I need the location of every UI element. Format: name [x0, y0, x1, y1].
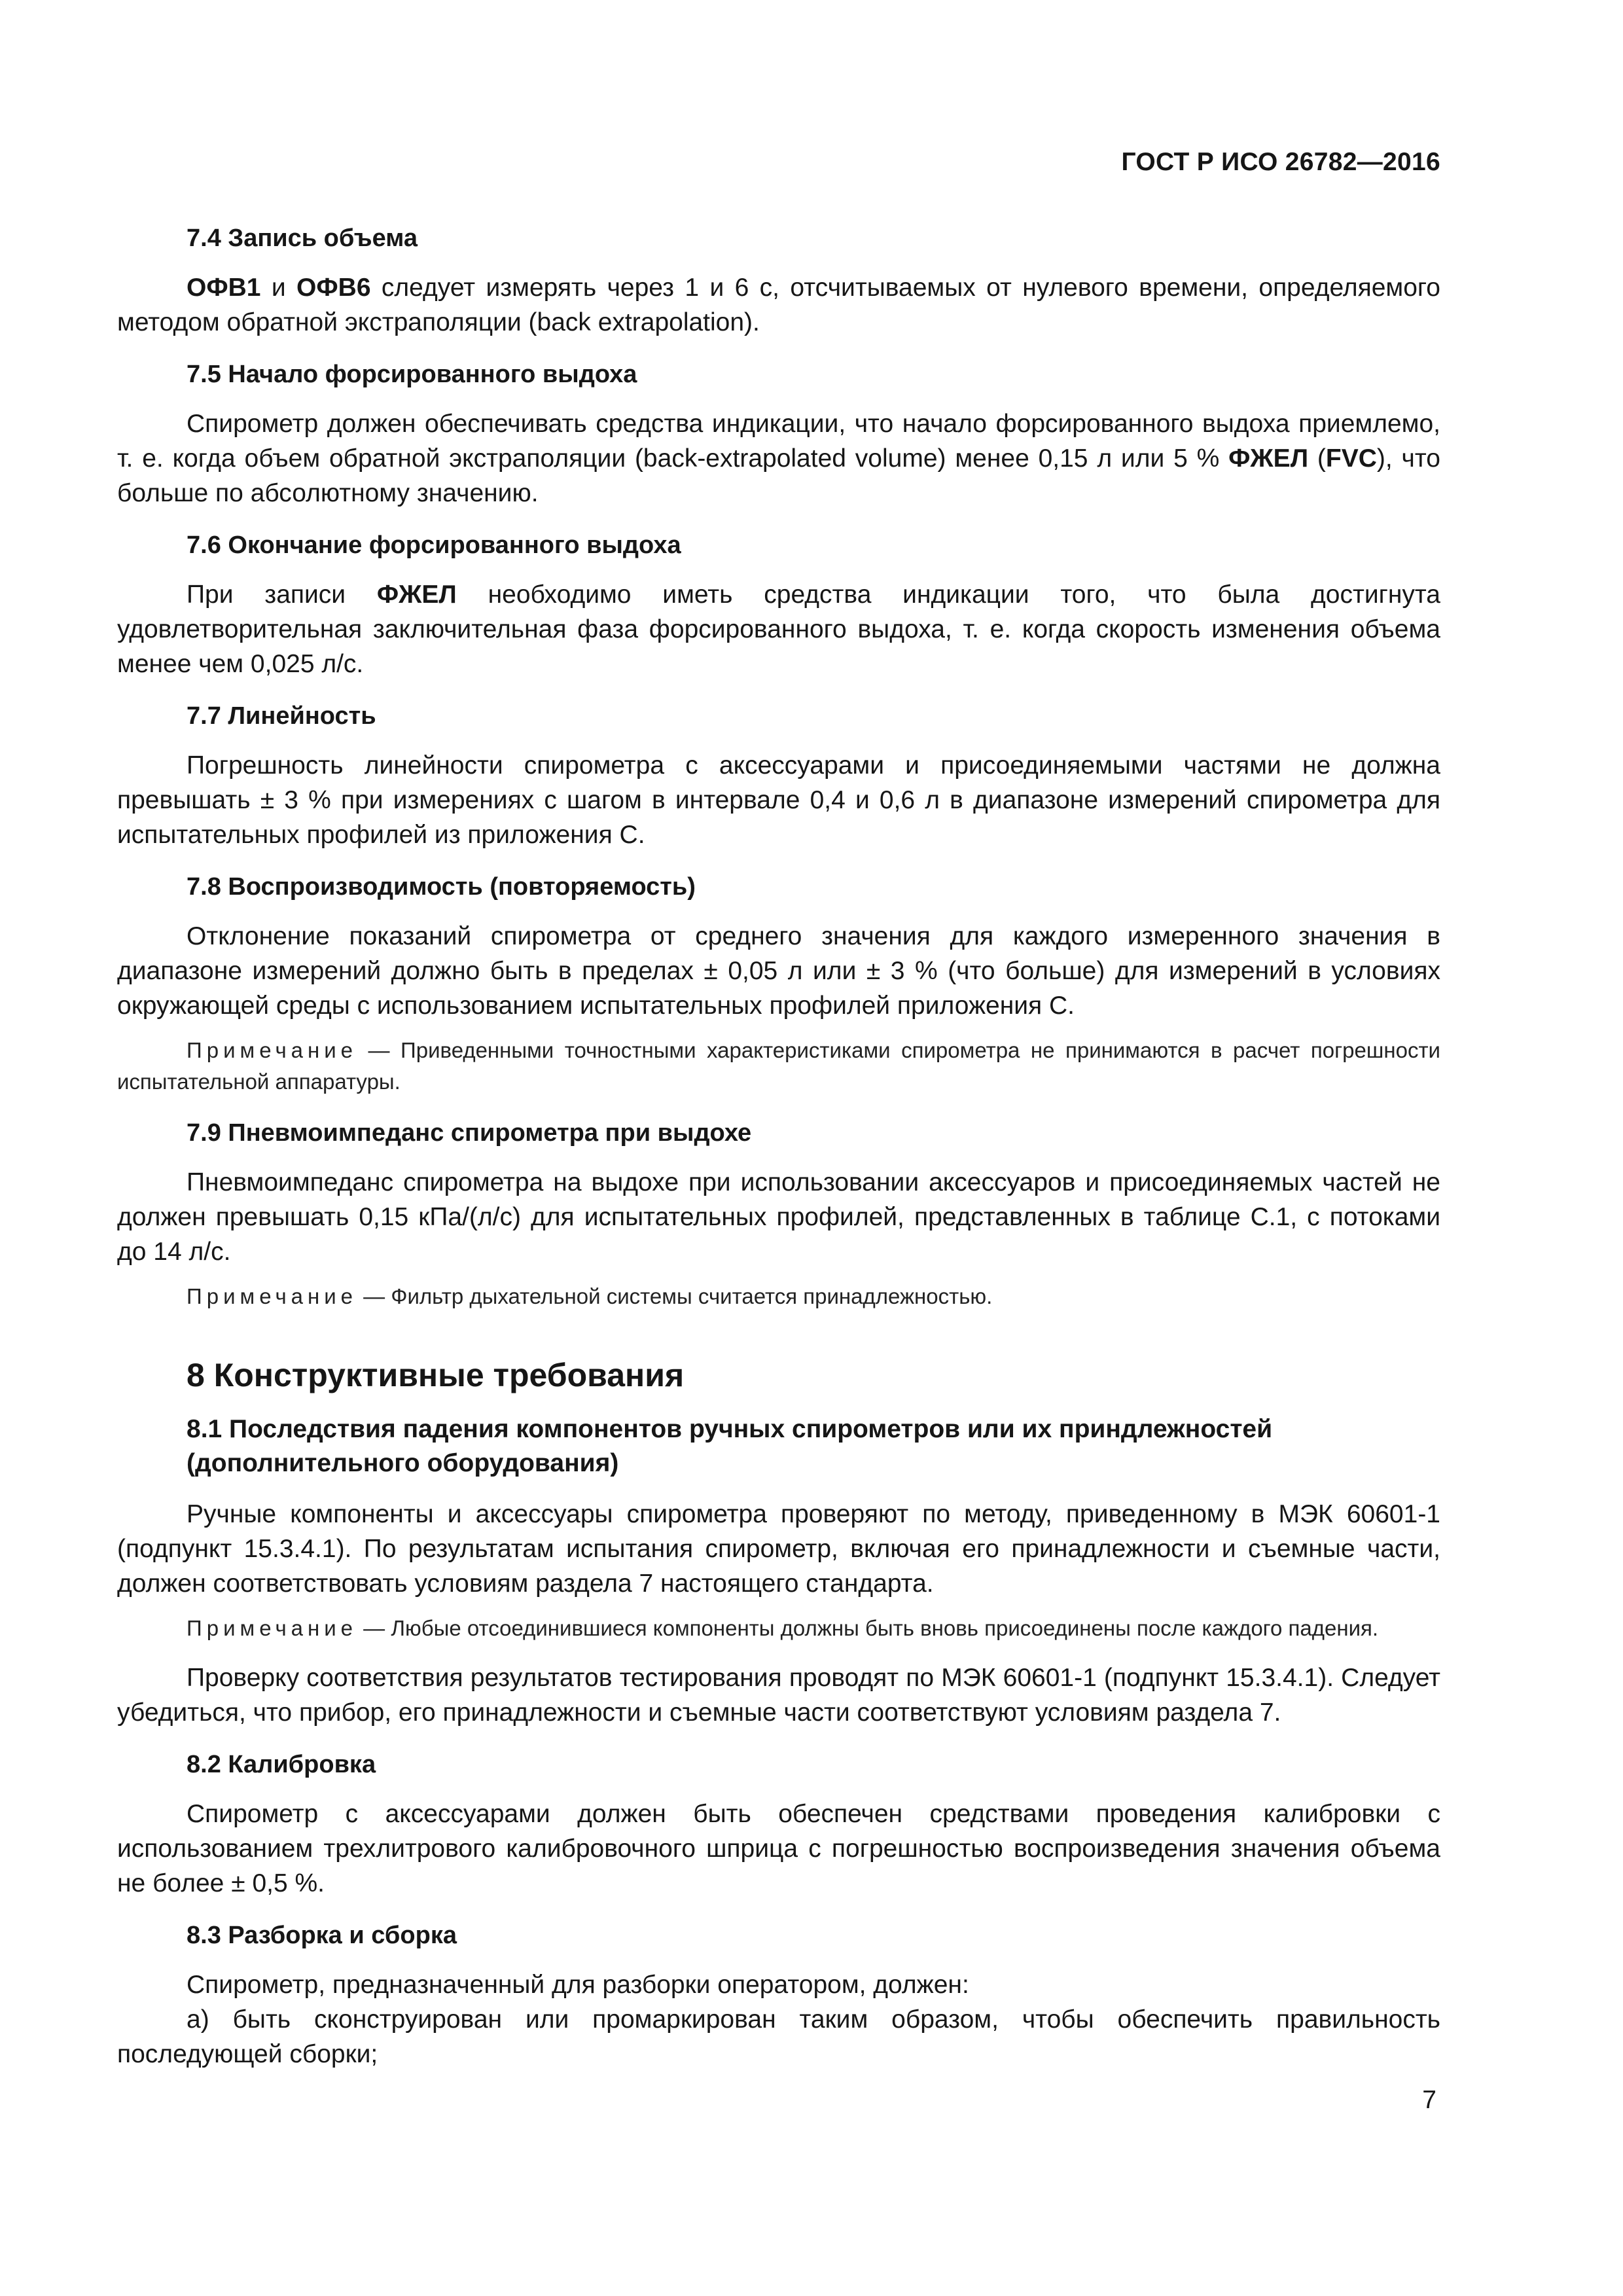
section-7-4-title: 7.4 Запись объема: [187, 224, 418, 252]
text-run: При записи: [187, 581, 377, 609]
section-8-1-note: [117, 1613, 1440, 1644]
section-8-1-title: 8.1 Последствия падения компонентов ручных спирометров или их приндлежностей (дополнительного оборудования): [187, 1415, 1273, 1477]
note-label: Примечание: [187, 1616, 358, 1640]
document-body: [117, 223, 1440, 2072]
section-7-5-title: 7.5 Начало форсированного выдоха: [187, 361, 637, 388]
term-fev1: ОФВ1: [187, 274, 261, 302]
section-8-2-paragraph: Спирометр с аксессуарами должен быть обеспечен средствами проведения калибровки с использованием трехлитрового калибровочного шприца с погрешностью воспроизведения значения объема не более ± 0,5 %.: [117, 1800, 1440, 1897]
section-7-8-paragraph: Отклонение показаний спирометра от среднего значения для каждого измеренного значения в диапазоне измерений должно быть в пределах ± 0,05 л или ± 3 % (что больше) для измерений в условиях окружающей среды с использованием испытательных профилей приложения С.: [117, 922, 1440, 1020]
term-fev6: ОФВ6: [296, 274, 371, 302]
text-run: ), что больше по абсолютному значению.: [117, 444, 1440, 507]
section-7-6-paragraph: [117, 577, 1440, 681]
section-7-9-note: [117, 1281, 1440, 1312]
section-8-3-item-a: а) быть сконструирован или промаркирован таким образом, чтобы обеспечить правильность последующей сборки;: [117, 2005, 1440, 2068]
section-7-9-paragraph: Пневмоимпеданс спирометра на выдохе при использовании аксессуаров и присоединяемых частей не должен превышать 0,15 кПа/(л/с) для испытательных профилей, представленных в таблице С.1, с потоками до 14 л/с.: [117, 1168, 1440, 1266]
term-fvc-ru: ФЖЕЛ: [1228, 444, 1309, 473]
note-text: — Фильтр дыхательной системы считается принадлежностью.: [357, 1284, 993, 1308]
section-8-1-paragraph-2: Проверку соответствия результатов тестирования проводят по МЭК 60601-1 (подпункт 15.3.4.1). Следует убедиться, что прибор, его принадлежности и съемные части соответствуют условиям раздела 7.: [117, 1664, 1440, 1727]
note-text: — Любые отсоединившиеся компоненты должны быть вновь присоединены после каждого падения.: [357, 1616, 1379, 1640]
note-label: Примечание: [187, 1038, 358, 1062]
section-8-2-title: 8.2 Калибровка: [187, 1751, 376, 1778]
section-7-6-title: 7.6 Окончание форсированного выдоха: [187, 531, 681, 559]
text-run: (: [1308, 444, 1326, 473]
section-8-3-paragraph: Спирометр, предназначенный для разборки оператором, должен:: [187, 1971, 969, 1999]
term-fvc-ru: ФЖЕЛ: [376, 581, 457, 609]
section-7-7-paragraph: Погрешность линейности спирометра с аксессуарами и присоединяемыми частями не должна превышать ± 3 % при измерениях с шагом в интервале 0,4 и 0,6 л в диапазоне измерений спирометра для испытательных профилей из приложения С.: [117, 751, 1440, 849]
section-8-title: 8 Конструктивные требования: [187, 1357, 685, 1393]
section-7-4-paragraph: [117, 270, 1440, 340]
page-number: 7: [1422, 2086, 1436, 2114]
section-7-7-title: 7.7 Линейность: [187, 702, 376, 730]
note-label: Примечание: [187, 1284, 358, 1308]
section-7-8-note: [117, 1035, 1440, 1098]
section-8-3-title: 8.3 Разборка и сборка: [187, 1922, 457, 1949]
text-run: необходимо иметь средства индикации того, что была достигнута удовлетворительная заключительная фаза форсированного выдоха, т. е. когда скорость изменения объема менее чем 0,025 л/с.: [117, 581, 1440, 678]
document-page: [117, 0, 1440, 2296]
section-7-8-title: 7.8 Воспроизводимость (повторяемость): [187, 873, 696, 901]
section-7-9-title: 7.9 Пневмоимпеданс спирометра при выдохе: [187, 1119, 752, 1147]
section-7-5-paragraph: [117, 406, 1440, 511]
text-run: следует измерять через 1 и 6 с, отсчитываемых от нулевого времени, определяемого методом обратной экстраполяции (back extrapolation).: [117, 274, 1440, 336]
text-run: и: [260, 274, 297, 302]
section-8-1-paragraph: Ручные компоненты и аксессуары спирометра проверяют по методу, приведенному в МЭК 60601-1 (подпункт 15.3.4.1). По результатам испытания спирометр, включая его принадлежности и съемные части, должен соответствовать условиям раздела 7 настоящего стандарта.: [117, 1500, 1440, 1598]
term-fvc: FVC: [1325, 444, 1377, 473]
document-header: ГОСТ Р ИСО 26782—2016: [1121, 148, 1440, 176]
text-run: Спирометр должен обеспечивать средства индикации, что начало форсированного выдоха приемлемо, т. е. когда объем обратной экстраполяции (back-extrapolated volume) менее 0,15 л или 5 %: [117, 410, 1440, 473]
note-text: — Приведенными точностными характеристиками спирометра не принимаются в расчет погрешности испытательной аппаратуры.: [117, 1038, 1440, 1094]
